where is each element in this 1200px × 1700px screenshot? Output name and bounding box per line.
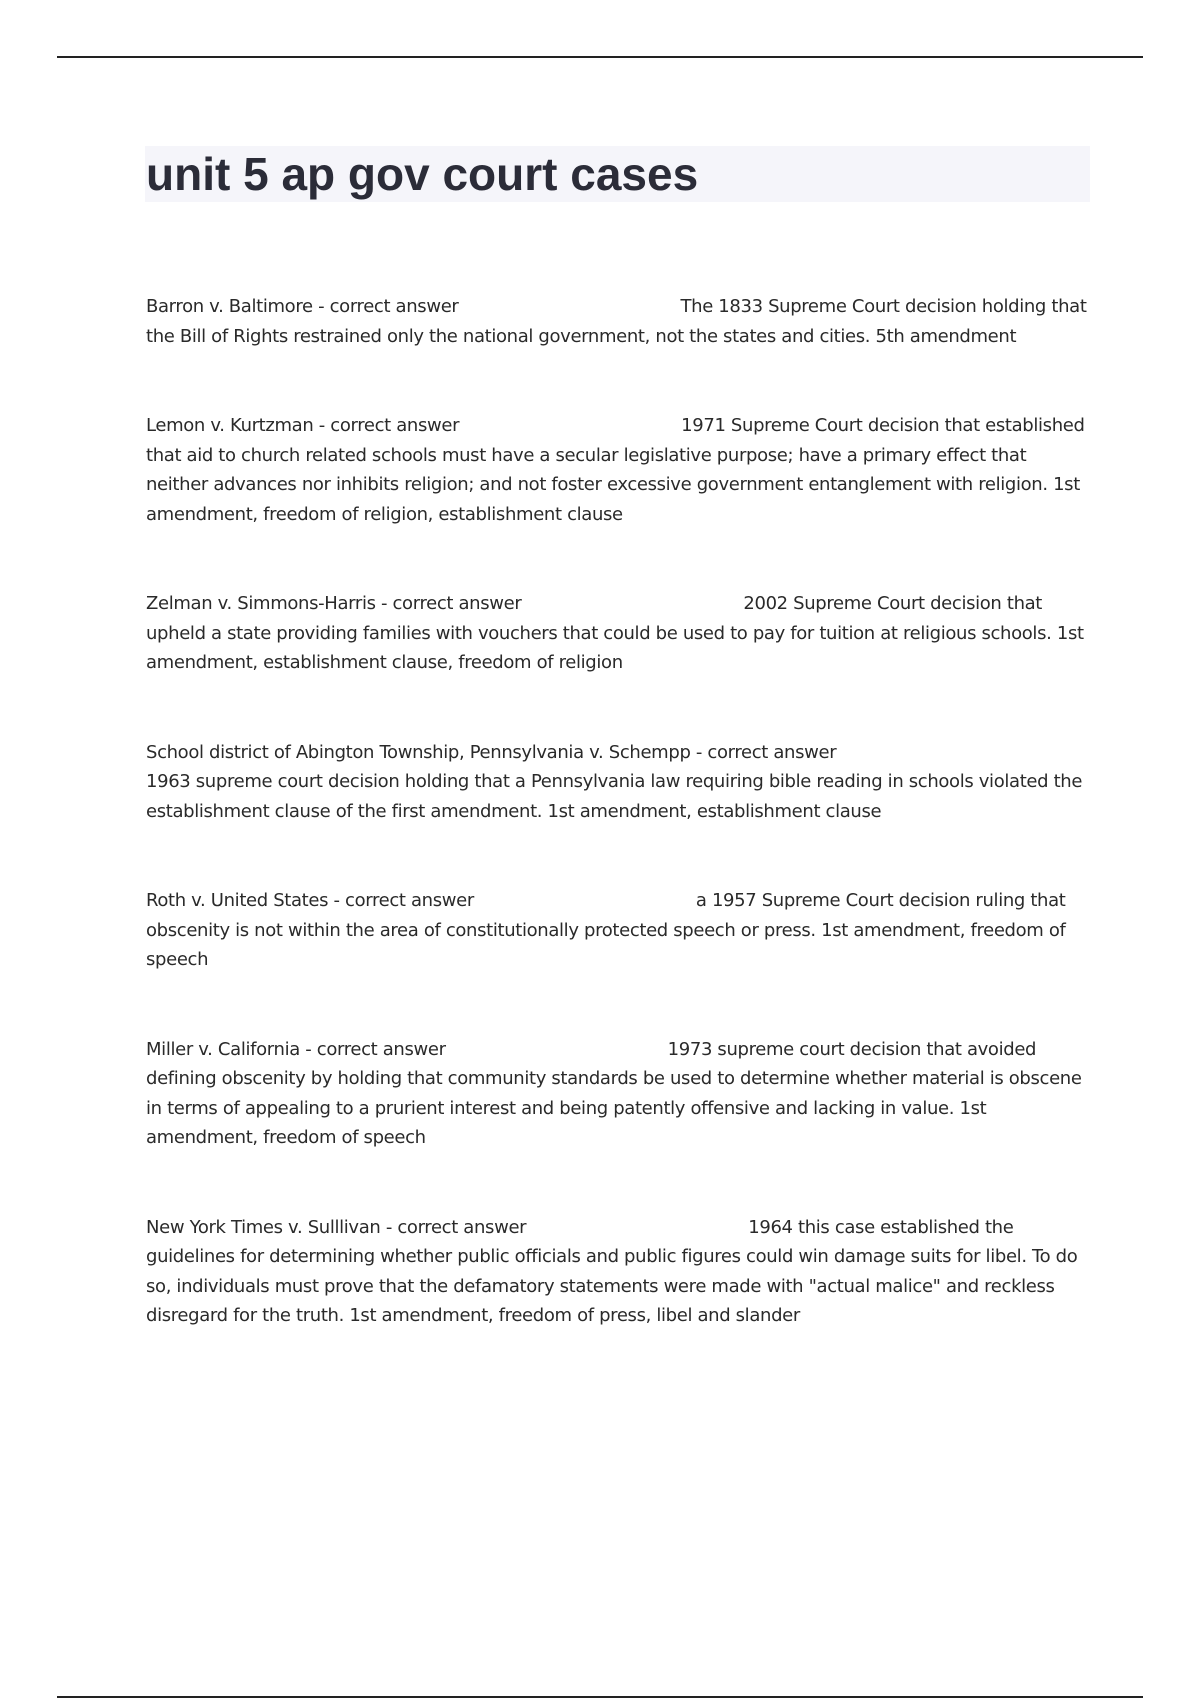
entry-definition: 2002 Supreme Court decision that upheld a state providing families with vouchers that could be used to pay for tuition at religious schools. 1st amendment, establishment clause, freedom of religion	[146, 593, 1084, 673]
entry-definition: 1964 this case established the guidelines for determining whether public officials and public figures could win damage suits for libel. To do so, individuals must prove that the defamatory statements were made with "actual malice" and reckless disregard for the truth. 1st amendment, freedom of press, libel and slander	[146, 1216, 1078, 1326]
bottom-divider	[57, 1696, 1143, 1698]
entry-list	[146, 292, 1091, 1331]
entry-term: Roth v. United States - correct answer	[146, 890, 474, 911]
entry-term: School district of Abington Township, Pennsylvania v. Schempp - correct answer	[146, 741, 837, 763]
entry-roth-v-united-states	[146, 886, 1091, 975]
entry-definition: a 1957 Supreme Court decision ruling that obscenity is not within the area of constitutionally protected speech or press. 1st amendment, freedom of speech	[146, 890, 1066, 970]
entry-term: Miller v. California - correct answer	[146, 1038, 446, 1060]
entry-definition: The 1833 Supreme Court decision holding that the Bill of Rights restrained only the national government, not the states and cities. 5th amendment	[146, 296, 1087, 347]
entry-definition: 1973 supreme court decision that avoided defining obscenity by holding that community standards be used to determine whether material is obscene in terms of appealing to a prurient interest and being patently offensive and lacking in value. 1st amendment, freedom of speech	[146, 1038, 1082, 1148]
entry-definition: 1963 supreme court decision holding that a Pennsylvania law requiring bible reading in schools violated the establishment clause of the first amendment. 1st amendment, establishment clause	[146, 771, 1083, 822]
page-title: unit 5 ap gov court cases	[146, 148, 699, 200]
top-divider	[57, 56, 1143, 58]
entry-term: Zelman v. Simmons-Harris - correct answer	[146, 593, 522, 614]
entry-definition: 1971 Supreme Court decision that established that aid to church related schools must have a secular legislative purpose; have a primary effect that neither advances nor inhibits religion; and not foster excessive government entanglement with religion. 1st amendment, freedom of religion, establishment clause	[146, 415, 1085, 525]
entry-term: Barron v. Baltimore - correct answer	[146, 296, 459, 317]
entry-barron-v-baltimore	[146, 292, 1091, 351]
entry-miller-v-california	[146, 1035, 1091, 1153]
entry-lemon-v-kurtzman	[146, 411, 1091, 529]
entry-abington-v-schempp	[146, 738, 1091, 827]
entry-term: Lemon v. Kurtzman - correct answer	[146, 415, 460, 436]
entry-term: New York Times v. Sulllivan - correct answer	[146, 1216, 527, 1238]
entry-zelman-v-simmons-harris	[146, 589, 1091, 678]
entry-ny-times-v-sullivan	[146, 1213, 1091, 1331]
